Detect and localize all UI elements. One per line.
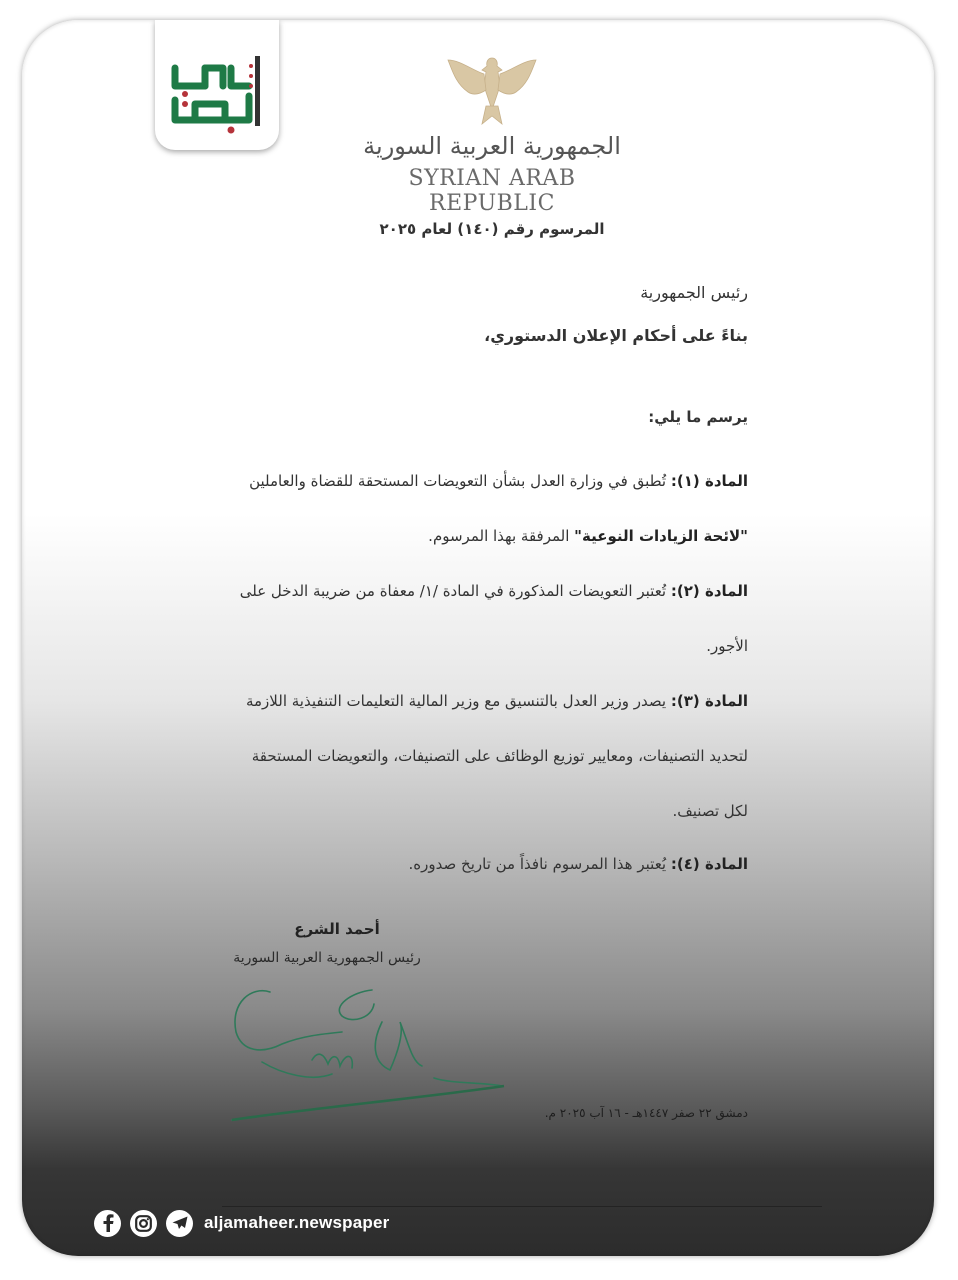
decree-date: دمشق ٢٢ صفر ١٤٤٧هـ - ١٦ آب ٢٠٢٥ م.	[544, 1106, 748, 1120]
decrees-intro: يرسم ما يلي:	[648, 408, 748, 426]
article-1-bold-phrase: "لائحة الزيادات النوعية"	[574, 527, 748, 545]
article-2-label: المادة (٢):	[670, 582, 748, 600]
aljamaheer-logo-tab[interactable]	[155, 20, 279, 150]
decree-number: المرسوم رقم (١٤٠) لعام ٢٠٢٥	[379, 220, 605, 238]
republic-name-arabic: الجمهورية العربية السورية	[363, 132, 621, 160]
telegram-icon[interactable]	[166, 1210, 193, 1237]
social-footer	[94, 1208, 389, 1238]
article-2-line-2: الأجور.	[706, 637, 748, 655]
republic-name-english: SYRIAN ARAB REPUBLIC	[408, 166, 576, 216]
aljamaheer-logo-icon	[165, 48, 269, 140]
signatory-title: رئيس الجمهورية العربية السورية	[233, 950, 421, 966]
social-handle[interactable]: aljamaheer.newspaper	[204, 1213, 390, 1232]
article-2-line-1	[240, 582, 748, 600]
article-4-label: المادة (٤):	[670, 855, 748, 873]
article-4-text: يُعتبر هذا المرسوم نافذاً من تاريخ صدوره.	[408, 855, 667, 873]
article-2-text: تُعتبر التعويضات المذكورة في المادة /١/ معفاة من ضريبة الدخل على	[239, 582, 667, 600]
issuer-line: رئيس الجمهورية	[640, 283, 748, 302]
article-3-text: يصدر وزير العدل بالتنسيق مع وزير المالية التعليمات التنفيذية اللازمة	[245, 692, 667, 710]
article-3-line-1	[246, 692, 748, 710]
article-3-line-3: لكل تصنيف.	[672, 802, 748, 820]
document-card	[22, 20, 934, 1256]
handwritten-signature-icon	[222, 982, 512, 1127]
article-1-line-2	[428, 527, 748, 545]
facebook-icon[interactable]	[94, 1210, 121, 1237]
footer-divider	[222, 1206, 822, 1207]
article-1-text-2: المرفقة بهذا المرسوم.	[428, 527, 575, 545]
instagram-icon[interactable]	[130, 1210, 157, 1237]
article-4-line-1	[409, 855, 748, 873]
article-1-label: المادة (١):	[670, 472, 748, 490]
syrian-eagle-emblem-icon	[442, 50, 542, 128]
article-1-line-1	[249, 472, 748, 490]
article-3-label: المادة (٣):	[670, 692, 748, 710]
signatory-name: أحمد الشرع	[294, 920, 380, 938]
article-1-text: تُطبق في وزارة العدل بشأن التعويضات المستحقة للقضاة والعاملين	[249, 472, 667, 490]
preamble-line: بناءً على أحكام الإعلان الدستوري،	[484, 326, 748, 345]
article-3-line-2: لتحديد التصنيفات، ومعايير توزيع الوظائف على التصنيفات، والتعويضات المستحقة	[251, 747, 748, 765]
